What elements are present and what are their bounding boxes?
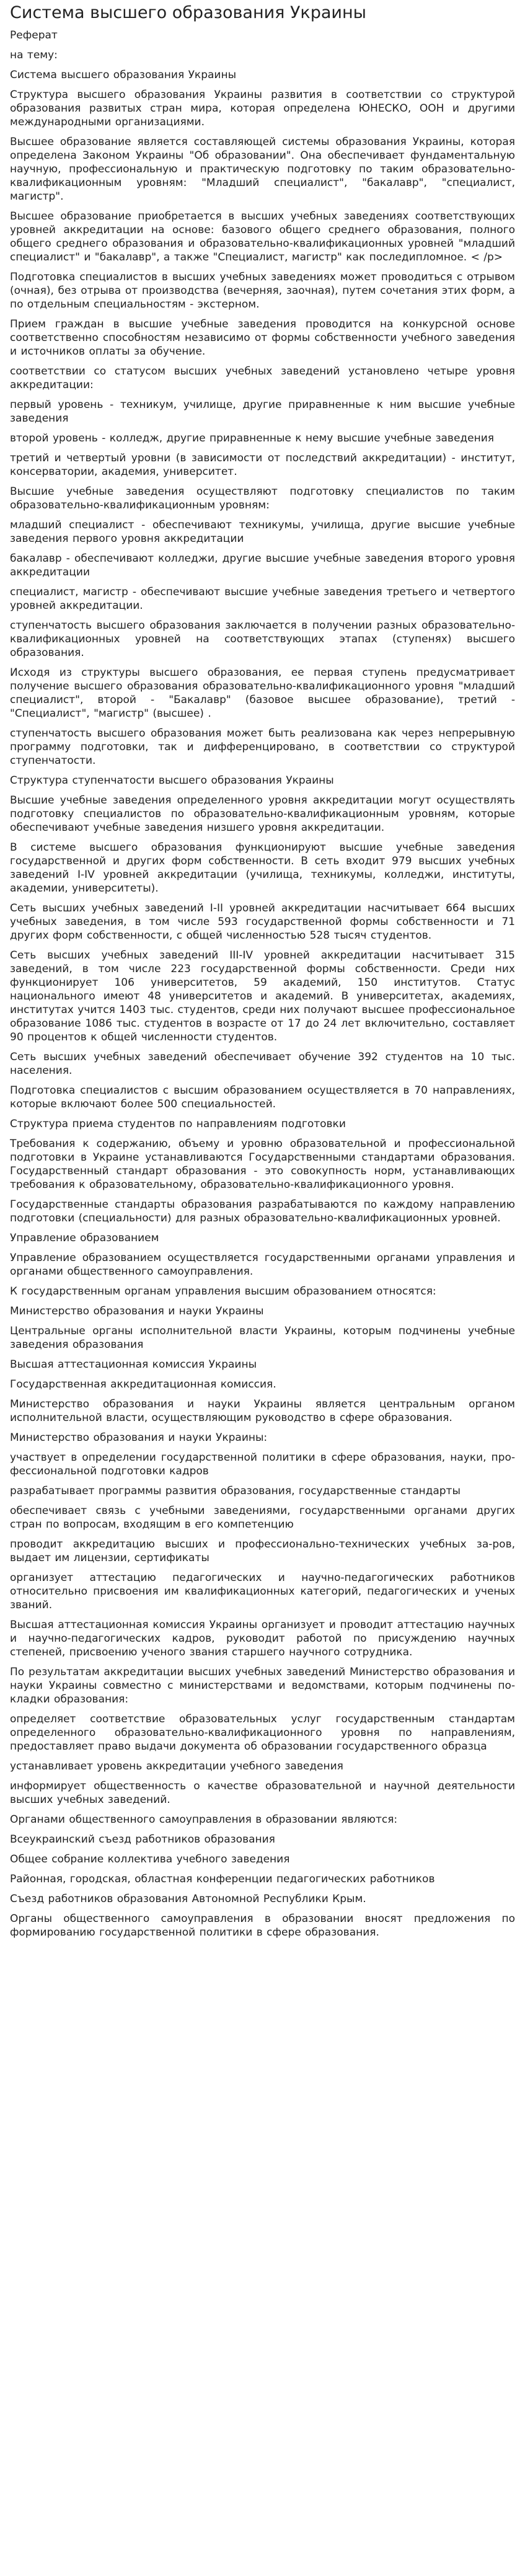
paragraph: Исходя из структуры высшего образования, ее первая ступень предусматривает получение высшего образования образовательно-квалификационного уровня "младший специалист", второй - "Бакалавр" (базовое высшее образование), третий - "Специалист", "магистр" (высшее) . <box>10 666 515 720</box>
paragraph: Подготовка специалистов с высшим образованием осуществляется в 70 направлениях, которые включают более 500 специальностей. <box>10 1084 515 1110</box>
paragraph: ступенчатость высшего образования может быть реализована как через непрерывную программу подготовки, так и дифференцировано, в соответствии со структурой ступенчатости. <box>10 727 515 767</box>
paragraph: Подготовка специалистов в высших учебных заведениях может проводиться с отрывом (очная), без отрыва от производства (вечерняя, заочная), путем сочетания этих форм, а по отдельным специальностям - экстерном. <box>10 271 515 311</box>
paragraph: Структура ступенчатости высшего образования Украины <box>10 774 334 787</box>
paragraph: первый уровень - техникум, училище, другие приравненные к ним высшие учебные заведения <box>10 399 515 425</box>
paragraph: определяет соответствие образовательных услуг государственным стандартам определенного образовательно-квалификационного уровня по направлениям, предоставляет право выдачи документа об образовании государственного образца <box>10 1713 515 1753</box>
paragraph: обеспечивает связь с учебными заведениями, государственными органами других стран по вопросам, входящим в его компетенцию <box>10 1505 515 1531</box>
paragraph: Структура высшего образования Украины развития в соответствии со структурой образования развитых стран мира, которая определена ЮНЕСКО, ООН и другими международными организациями. <box>10 89 515 128</box>
paragraph: Органами общественного самоуправления в образовании являются: <box>10 1813 398 1826</box>
paragraph: Всеукраинский съезд работников образования <box>10 1833 275 1846</box>
paragraph: Высшие учебные заведения осуществляют подготовку специалистов по таким образовательно-квалификационным уровням: <box>10 485 515 511</box>
paragraph: Управление образованием осуществляется государственными органами управления и органами общественного самоуправления. <box>10 1252 515 1278</box>
paragraph: Сеть высших учебных заведений III-IV уровней аккредитации насчитывает 315 заведений, в том числе 223 государственной формы собственности. Среди них функционирует 106 университетов, 59 академий, 150 институтов. Статус национального имеют 48 университетов и академий. В университетах, академиях, институтах учится 1403 тыс. студентов, среди них получают высшее профессиональное образование 1086 тыс. студентов в возрасте от 17 до 24 лет включительно, составляет 90 процентов к общей численности студентов. <box>10 949 515 1043</box>
document-body <box>10 29 515 1939</box>
paragraph: устанавливает уровень аккредитации учебного заведения <box>10 1760 343 1773</box>
paragraph: организует аттестацию педагогических и научно-педагогических работников относительно присвоения им квалификационных категорий, педагогических и ученых званий. <box>10 1572 515 1611</box>
paragraph: информирует общественность о качестве образовательной и научной деятельности высших учебных заведений. <box>10 1780 515 1806</box>
paragraph: Центральные органы исполнительной власти Украины, которым подчинены учебные заведения образования <box>10 1325 515 1351</box>
paragraph: на тему: <box>10 49 58 61</box>
paragraph: По результатам аккредитации высших учебных заведений Министерство образования и науки Украины совместно с министерствами и ведомствами, которым подчинены по-кладки образования: <box>10 1666 515 1706</box>
paragraph: Государственные стандарты образования разрабатываются по каждому направлению подготовки (специальности) для разных образовательно-квалификационных уровней. <box>10 1198 515 1224</box>
paragraph: Министерство образования и науки Украины: <box>10 1432 268 1444</box>
paragraph: второй уровень - колледж, другие приравненные к нему высшие учебные заведения <box>10 432 495 445</box>
paragraph: Высшие учебные заведения определенного уровня аккредитации могут осуществлять подготовку специалистов по образовательно-квалификационным уровням, которые обеспечивают учебные заведения низшего уровня аккредитации. <box>10 794 515 834</box>
paragraph: третий и четвертый уровни (в зависимости от последствий аккредитации) - институт, консерватории, академия, университет. <box>10 452 515 478</box>
paragraph: Государственная аккредитационная комиссия. <box>10 1378 276 1391</box>
paragraph: разрабатывает программы развития образования, государственные стандарты <box>10 1485 461 1497</box>
paragraph: Высшая аттестационная комиссия Украины <box>10 1358 257 1371</box>
paragraph: Прием граждан в высшие учебные заведения проводится на конкурсной основе соответственно способностям независимо от формы собственности учебного заведения и источников оплаты за обучение. <box>10 318 515 358</box>
paragraph: Министерство образования и науки Украины является центральным органом исполнительной власти, осуществляющим руководство в сфере образования. <box>10 1398 515 1424</box>
paragraph: ступенчатость высшего образования заключается в получении разных образовательно-квалификационных уровней на соответствующих этапах (ступенях) высшего образования. <box>10 619 515 659</box>
paragraph: Реферат <box>10 29 58 42</box>
paragraph: К государственным органам управления высшим образованием относятся: <box>10 1285 436 1298</box>
paragraph: младший специалист - обеспечивают техникумы, училища, другие высшие учебные заведения первого уровня аккредитации <box>10 519 515 545</box>
paragraph: Общее собрание коллектива учебного заведения <box>10 1853 290 1866</box>
page-title: Система высшего образования Украины <box>10 3 366 22</box>
paragraph: Структура приема студентов по направлениям подготовки <box>10 1118 346 1130</box>
paragraph: Требования к содержанию, объему и уровню образовательной и профессиональной подготовки в Украине устанавливаются Государственными стандартами образования. Государственный стандарт образования - это совокупность норм, устанавливающих требования к образовательному, образовательно-квалификационного уровня. <box>10 1138 515 1191</box>
paragraph: специалист, магистр - обеспечивают высшие учебные заведения третьего и четвертого уровней аккредитации. <box>10 586 515 612</box>
paragraph: Органы общественного самоуправления в образовании вносят предложения по формированию государственной политики в сфере образования. <box>10 1913 515 1939</box>
paragraph: Высшее образование приобретается в высших учебных заведениях соответствующих уровней аккредитации на основе: базового общего среднего образования, полного общего среднего образования и образовательно-квалификационных уровней "младший специалист" и "бакалавр", а также "Специалист, магистр" как последипломное. < /p> <box>10 210 515 263</box>
paragraph: Система высшего образования Украины <box>10 69 236 81</box>
paragraph: участвует в определении государственной политики в сфере образования, науки, про-фессиональной подготовки кадров <box>10 1451 515 1477</box>
paragraph: Съезд работников образования Автономной Республики Крым. <box>10 1893 366 1905</box>
paragraph: Министерство образования и науки Украины <box>10 1305 264 1317</box>
paragraph: Управление образованием <box>10 1232 159 1244</box>
paragraph: проводит аккредитацию высших и профессионально-технических учебных за-ров, выдает им лицензии, сертификаты <box>10 1538 515 1564</box>
paragraph: В системе высшего образования функционируют высшие учебные заведения государственной и других форм собственности. В сеть входит 979 высших учебных заведений I-IV уровней аккредитации (училища, техникумы, колледжи, институты, академии, университеты). <box>10 841 515 895</box>
paragraph: соответствии со статусом высших учебных заведений установлено четыре уровня аккредитации: <box>10 365 515 391</box>
paragraph: Сеть высших учебных заведений обеспечивает обучение 392 студентов на 10 тыс. населения. <box>10 1051 515 1077</box>
paragraph: Высшее образование является составляющей системы образования Украины, которая определена Законом Украины "Об образовании". Она обеспечивает фундаментальную научную, профессиональную и практическую подготовку по таким образовательно-квалификационным уровням: "Младший специалист", "бакалавр", "специалист, магистр". <box>10 136 515 203</box>
paragraph: Районная, городская, областная конференции педагогических работников <box>10 1873 435 1885</box>
paragraph: Сеть высших учебных заведений I-II уровней аккредитации насчитывает 664 высших учебных заведения, в том числе 593 государственной формы собственности и 71 других форм собственности, с общей численностью 528 тысяч студентов. <box>10 902 515 942</box>
paragraph: бакалавр - обеспечивают колледжи, другие высшие учебные заведения второго уровня аккредитации <box>10 552 515 578</box>
paragraph: Высшая аттестационная комиссия Украины организует и проводит аттестацию научных и научно-педагогических кадров, руководит работой по присуждению научных степеней, присвоению ученого звания старшего научного сотрудника. <box>10 1619 515 1658</box>
